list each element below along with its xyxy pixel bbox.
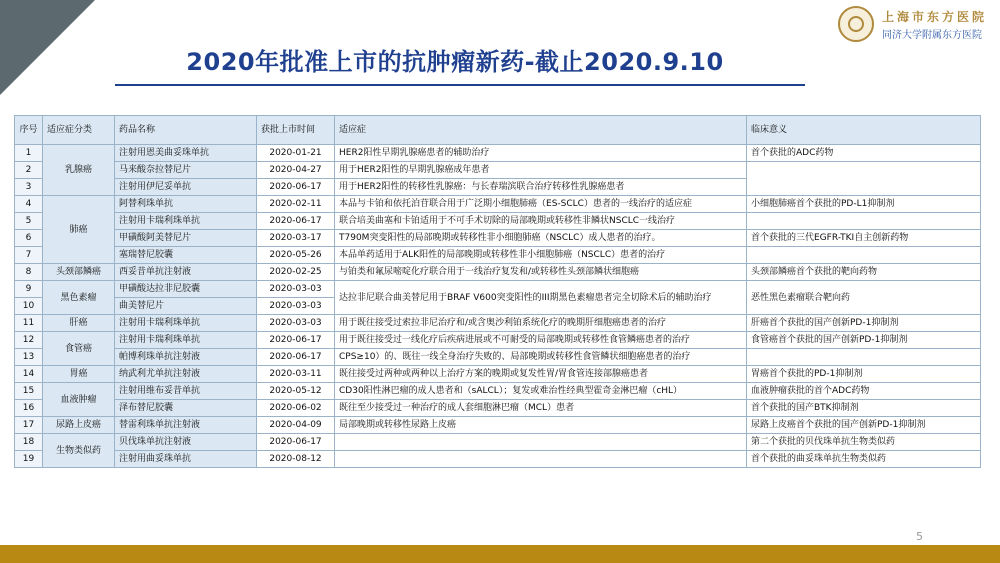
significance: 胃癌首个获批的PD-1抑制剂 (747, 366, 981, 383)
significance: 首个获批的曲妥珠单抗生物类似药 (747, 451, 981, 468)
drug-name: 注射用伊尼妥单抗 (115, 179, 257, 196)
approval-date: 2020-02-11 (257, 196, 335, 213)
row-number: 6 (15, 230, 43, 247)
footer-bar (0, 545, 1000, 563)
approval-date: 2020-06-17 (257, 179, 335, 196)
indication (335, 434, 747, 451)
drug-name: 泽布替尼胶囊 (115, 400, 257, 417)
hospital-logo (838, 6, 988, 46)
drug-name: 塞瑞替尼胶囊 (115, 247, 257, 264)
row-number: 8 (15, 264, 43, 281)
indication (335, 451, 747, 468)
row-number: 9 (15, 281, 43, 298)
row-number: 19 (15, 451, 43, 468)
row-number: 13 (15, 349, 43, 366)
significance: 第二个获批的贝伐珠单抗生物类似药 (747, 434, 981, 451)
table-row (15, 315, 981, 332)
drug-name: 马来酸奈拉替尼片 (115, 162, 257, 179)
row-number: 16 (15, 400, 43, 417)
indication: 本品单药适用于ALK阳性的局部晚期或转移性非小细胞肺癌（NSCLC）患者的治疗 (335, 247, 747, 264)
page-title: 2020年批准上市的抗肿瘤新药-截止2020.9.10 (186, 48, 724, 76)
category-cell: 食管癌 (43, 332, 115, 366)
drug-table (14, 115, 981, 468)
drug-name: 注射用卡瑞利珠单抗 (115, 315, 257, 332)
approval-date: 2020-06-17 (257, 332, 335, 349)
col-header-indication: 适应症 (335, 116, 747, 145)
row-number: 14 (15, 366, 43, 383)
table-row (15, 332, 981, 349)
drug-name: 注射用卡瑞利珠单抗 (115, 332, 257, 349)
table-row (15, 213, 981, 230)
row-number: 7 (15, 247, 43, 264)
indication: 用于HER2阳性的早期乳腺癌成年患者 (335, 162, 747, 179)
page-number: 5 (916, 530, 923, 543)
approval-date: 2020-05-26 (257, 247, 335, 264)
category-cell: 肺癌 (43, 196, 115, 264)
row-number: 4 (15, 196, 43, 213)
row-number: 5 (15, 213, 43, 230)
category-cell: 黑色素瘤 (43, 281, 115, 315)
significance: 首个获批的三代EGFR-TKI自主创新药物 (747, 230, 981, 247)
indication: CPS≥10）的、既往一线全身治疗失败的、局部晚期或转移性食管鳞状细胞癌患者的治疗 (335, 349, 747, 366)
table-row (15, 434, 981, 451)
approval-date: 2020-02-25 (257, 264, 335, 281)
approval-date: 2020-04-27 (257, 162, 335, 179)
approval-date: 2020-03-03 (257, 281, 335, 298)
category-cell: 乳腺癌 (43, 145, 115, 196)
approval-date: 2020-08-12 (257, 451, 335, 468)
table-row (15, 230, 981, 247)
table-row (15, 451, 981, 468)
approval-date: 2020-06-02 (257, 400, 335, 417)
table-row (15, 366, 981, 383)
table-header-row (15, 116, 981, 145)
approval-date: 2020-06-17 (257, 434, 335, 451)
approval-date: 2020-03-11 (257, 366, 335, 383)
table-row (15, 417, 981, 434)
indication: 达拉非尼联合曲美替尼用于BRAF V600突变阳性的III期黑色素瘤患者完全切除术后的辅助治疗 (335, 281, 747, 315)
table-row (15, 162, 981, 179)
significance: 肝癌首个获批的国产创新PD-1抑制剂 (747, 315, 981, 332)
category-cell: 生物类似药 (43, 434, 115, 468)
indication: CD30阳性淋巴瘤的成人患者和（sALCL）；复发或难治性经典型霍奇金淋巴瘤（cHL） (335, 383, 747, 400)
significance (747, 349, 981, 366)
approval-date: 2020-03-03 (257, 298, 335, 315)
row-number: 2 (15, 162, 43, 179)
indication: 既往至少接受过一种治疗的成人套细胞淋巴瘤（MCL）患者 (335, 400, 747, 417)
row-number: 3 (15, 179, 43, 196)
table-row (15, 145, 981, 162)
drug-name: 西妥昔单抗注射液 (115, 264, 257, 281)
category-cell: 头颈部鳞癌 (43, 264, 115, 281)
table-row (15, 349, 981, 366)
drug-name: 注射用恩美曲妥珠单抗 (115, 145, 257, 162)
drug-name: 曲美替尼片 (115, 298, 257, 315)
indication: 与铂类和氟尿嘧啶化疗联合用于一线治疗复发和/或转移性头颈部鳞状细胞癌 (335, 264, 747, 281)
drug-name: 注射用曲妥珠单抗 (115, 451, 257, 468)
drug-name: 注射用卡瑞利珠单抗 (115, 213, 257, 230)
significance: 尿路上皮癌首个获批的国产创新PD-1抑制剂 (747, 417, 981, 434)
row-number: 15 (15, 383, 43, 400)
table-row (15, 264, 981, 281)
indication: 联合培美曲塞和卡铂适用于不可手术切除的局部晚期或转移性非鳞状NSCLC一线治疗 (335, 213, 747, 230)
col-header-no: 序号 (15, 116, 43, 145)
approval-date: 2020-03-17 (257, 230, 335, 247)
indication: 局部晚期或转移性尿路上皮癌 (335, 417, 747, 434)
approval-date: 2020-01-21 (257, 145, 335, 162)
significance: 首个获批的国产BTK抑制剂 (747, 400, 981, 417)
table-row (15, 196, 981, 213)
significance: 血液肿瘤获批的首个ADC药物 (747, 383, 981, 400)
col-header-date: 获批上市时间 (257, 116, 335, 145)
approval-date: 2020-06-17 (257, 213, 335, 230)
approval-date: 2020-06-17 (257, 349, 335, 366)
hospital-seal-icon (838, 6, 874, 42)
drug-name: 替雷利珠单抗注射液 (115, 417, 257, 434)
row-number: 1 (15, 145, 43, 162)
table-row (15, 281, 981, 298)
logo-name: 上海市东方医院 (882, 10, 988, 24)
col-header-significance: 临床意义 (747, 116, 981, 145)
significance (747, 213, 981, 230)
significance (747, 247, 981, 264)
table-row (15, 383, 981, 400)
indication: 用于既往接受过一线化疗后疾病进展或不可耐受的局部晚期或转移性食管鳞癌患者的治疗 (335, 332, 747, 349)
significance (747, 162, 981, 196)
table-row (15, 400, 981, 417)
significance: 首个获批的ADC药物 (747, 145, 981, 162)
indication: HER2阳性早期乳腺癌患者的辅助治疗 (335, 145, 747, 162)
drug-name: 甲磺酸达拉非尼胶囊 (115, 281, 257, 298)
category-cell: 血液肿瘤 (43, 383, 115, 417)
approval-date: 2020-03-03 (257, 315, 335, 332)
category-cell: 胃癌 (43, 366, 115, 383)
significance: 食管癌首个获批的国产创新PD-1抑制剂 (747, 332, 981, 349)
row-number: 11 (15, 315, 43, 332)
col-header-drug: 药品名称 (115, 116, 257, 145)
indication: 既往接受过两种或两种以上治疗方案的晚期或复发性胃/胃食管连接部腺癌患者 (335, 366, 747, 383)
indication: 用于既往接受过索拉非尼治疗和/或含奥沙利铂系统化疗的晚期肝细胞癌患者的治疗 (335, 315, 747, 332)
table-row (15, 247, 981, 264)
drug-name: 纳武利尤单抗注射液 (115, 366, 257, 383)
indication: 本品与卡铂和依托泊苷联合用于广泛期小细胞肺癌（ES-SCLC）患者的一线治疗的适应症 (335, 196, 747, 213)
category-cell: 肝癌 (43, 315, 115, 332)
drug-name: 贝伐珠单抗注射液 (115, 434, 257, 451)
row-number: 17 (15, 417, 43, 434)
col-header-category: 适应症分类 (43, 116, 115, 145)
drug-name: 帕博利珠单抗注射液 (115, 349, 257, 366)
approval-date: 2020-04-09 (257, 417, 335, 434)
row-number: 10 (15, 298, 43, 315)
drug-name: 注射用维布妥昔单抗 (115, 383, 257, 400)
drug-name: 甲磺酸阿美替尼片 (115, 230, 257, 247)
title-underline (115, 84, 805, 86)
drug-name: 阿替利珠单抗 (115, 196, 257, 213)
significance: 头颈部鳞癌首个获批的靶向药物 (747, 264, 981, 281)
category-cell: 尿路上皮癌 (43, 417, 115, 434)
indication: T790M突变阳性的局部晚期或转移性非小细胞肺癌（NSCLC）成人患者的治疗。 (335, 230, 747, 247)
approval-date: 2020-05-12 (257, 383, 335, 400)
significance: 恶性黑色素瘤联合靶向药 (747, 281, 981, 315)
significance: 小细胞肺癌首个获批的PD-L1抑制剂 (747, 196, 981, 213)
row-number: 12 (15, 332, 43, 349)
row-number: 18 (15, 434, 43, 451)
indication: 用于HER2阳性的转移性乳腺癌：与长春瑞滨联合治疗转移性乳腺癌患者 (335, 179, 747, 196)
logo-subname: 同济大学附属东方医院 (882, 30, 982, 41)
corner-decoration (0, 0, 95, 95)
